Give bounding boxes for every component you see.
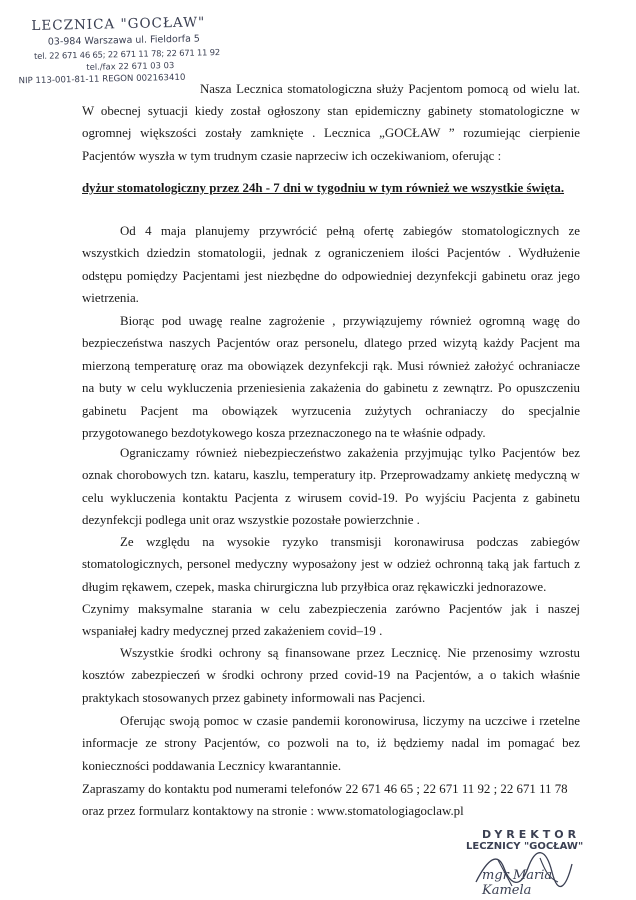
- stamp-ids: NIP 113-001-81-11 REGON 002163410: [18, 72, 186, 87]
- paragraph-2: Biorąc pod uwagę realne zagrożenie , przywiązujemy również ogromną wagę do bezpieczeństwa naszych Pacjentów oraz personelu, dlatego przed wizytą każdy Pacjent ma mierzoną temperaturę oraz ma obowiązek dezynfekcji rąk. Musi również założyć ochraniacze na buty w celu wykluczenia przeniesienia zakażenia do gabinetu z zewnątrz. Po opuszczeniu gabinetu Pacjent ma obowiązek wyrzucenia zużytych ochraniaczy do specjalnie przygotowanego bezdotykowego kosza przeznaczonego na te właśnie odpady.: [82, 314, 580, 441]
- intro-first-line: Nasza Lecznica stomatologiczna służy Pacjentom pomocą od wielu lat.: [200, 82, 580, 96]
- paragraph-3: Ograniczamy również niebezpieczeństwo zakażenia przyjmując tylko Pacjentów bez oznak chorobowych tzn. kataru, kaszlu, temperatury itp. Przeprowadzamy ankietę medyczną w celu wykluczenia kontaktu Pacjenta z wirusem covid-19. Po wyjściu Pacjenta z gabinetu dezynfekcji podlega unit oraz wszystkie pozostałe powierzchnie .: [82, 446, 580, 528]
- signature-org: LECZNICY "GOCŁAW": [466, 841, 584, 852]
- contact-website: oraz przez formularz kontaktowy na stronie : www.stomatologiagoclaw.pl: [82, 804, 464, 818]
- contact-phones: Zapraszamy do kontaktu pod numerami telefonów 22 671 46 65 ; 22 671 11 92 ; 22 671 11 78: [82, 782, 568, 796]
- paragraph-5: Czynimy maksymalne starania w celu zabezpieczenia zarówno Pacjentów jak i naszej wspaniałej kadry medycznej przed zakażeniem covid–19 .: [82, 602, 580, 639]
- stamp-clinic-name: LECZNICA "GOCŁAW": [31, 14, 206, 35]
- paragraph-7: Oferując swoją pomoc w czasie pandemii koronowirusa, liczymy na uczciwe i rzetelne informacje ze strony Pacjentów, co pozwoli na to, iż będziemy nadal im pomagać bez konieczności poddawania Lecznicy kwarantannie.: [82, 714, 580, 773]
- stamp-fax: tel./fax 22 671 03 03: [86, 60, 175, 72]
- stamp-address: 03-984 Warszawa ul. Fieldorfa 5: [47, 33, 201, 48]
- paragraph-6: Wszystkie środki ochrony są finansowane przez Lecznicę. Nie przenosimy wzrostu kosztów zabezpieczeń w środki ochrony przed covid-19 na Pacjentów, a o takich właśnie praktykach stosowanych przez gabinety informowali nas Pacjenci.: [82, 646, 580, 705]
- letterhead-stamp: [18, 14, 228, 87]
- stamp-phones: tel. 22 671 46 65; 22 671 11 78; 22 671 11 92: [33, 47, 221, 61]
- signature-name: mgr Maria Kamela: [482, 868, 553, 898]
- duty-headline: dyżur stomatologiczny przez 24h - 7 dni w tygodniu w tym również we wszystkie święta.: [82, 181, 565, 195]
- paragraph-4: Ze względu na wysokie ryzyko transmisji koronawirusa podczas zabiegów stomatologicznych, personel medyczny wyposażony jest w odzież ochronną taką jak fartuch z długim rękawem, czepek, maska chirurgiczna lub przyłbica oraz rękawiczki jednorazowe.: [82, 535, 580, 594]
- signature-title: DYREKTOR: [482, 828, 581, 841]
- intro-paragraph: W obecnej sytuacji kiedy został ogłoszony stan epidemiczny gabinety stomatologiczne w ogromnej większości zostały zamknięte . Lecznica „GOCŁAW ” rozumiejąc cierpienie Pacjentów wyszła w tym trudnym czasie naprzeciw ich oczekiwaniom, oferując :: [82, 104, 580, 163]
- paragraph-1: Od 4 maja planujemy przywrócić pełną ofertę zabiegów stomatologicznych ze wszystkich dziedzin stomatologii, jednak z ograniczeniem ilości Pacjentów . Wydłużenie odstępu pomiędzy Pacjentami jest niezbędne do odpowiedniej dezynfekcji gabinetu oraz jego wietrzenia.: [82, 224, 580, 306]
- handwritten-signature: [468, 838, 578, 898]
